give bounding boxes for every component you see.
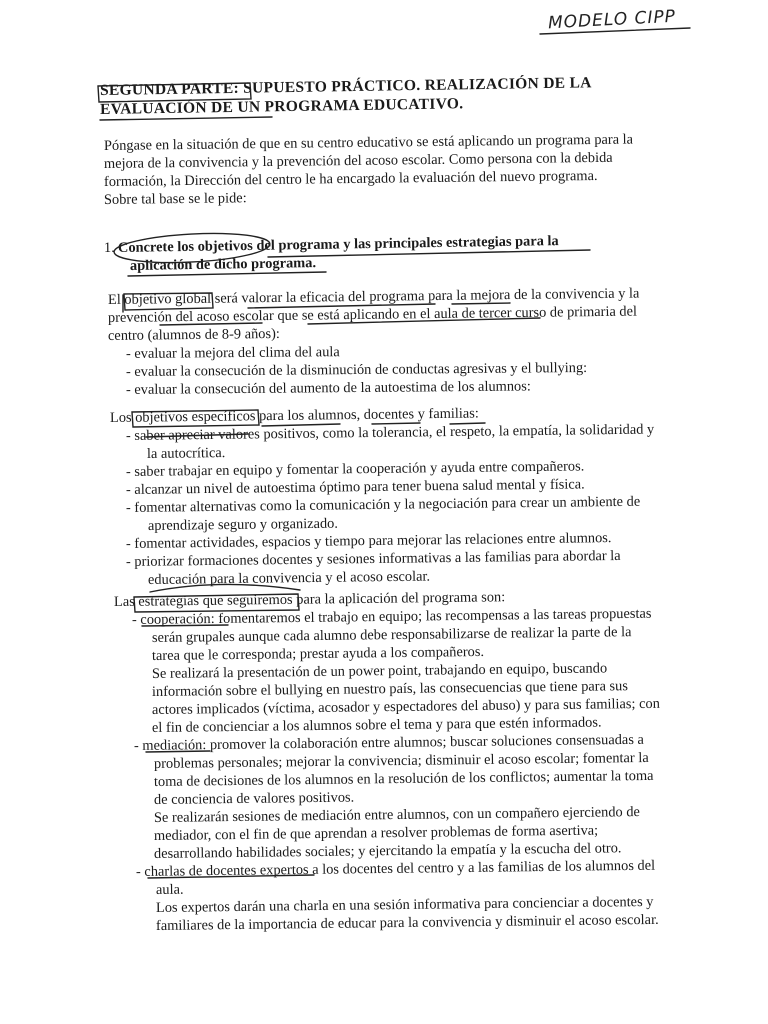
objetivos-especificos-line: la autocrítica.: [146, 445, 226, 462]
estrategias-line: familiares de la importancia de educar para la convivencia y disminuir el acoso escolar.: [155, 911, 659, 934]
intro-line-1: Póngase en la situación de que en su centro educativo se está aplicando un programa para la: [103, 131, 634, 154]
estrategias-line: - mediación: promover la colaboración entre alumnos; buscar soluciones consensuadas a: [133, 731, 644, 754]
objetivos-especificos-line: educación para la convivencia y el acoso escolar.: [147, 568, 431, 588]
intro-line-3: formación, la Dirección del centro le ha encargado la evaluación del nuevo programa.: [103, 167, 598, 190]
estrategias-line: información sobre el bullying en nuestro país, las consecuencias que tiene para sus: [151, 678, 629, 700]
heading-line-1: SEGUNDA PARTE: SUPUESTO PRÁCTICO. REALIZACIÓN DE LA: [99, 74, 592, 99]
objetivo-global-line-3: centro (alumnos de 8-9 años):: [107, 325, 280, 344]
estrategias-line: serán grupales aunque cada alumno debe responsabilizarse de realizar la parte de la: [151, 624, 632, 646]
estrategias-line: el fin de concienciar a los alumnos sobre el tema y para que estén informados.: [151, 714, 602, 736]
estrategias-line: actores implicados (víctima, acosador y espectadores del abuso) y para sus familias; con: [151, 695, 660, 718]
estrategias-line: desarrollando habilidades sociales; y ejercitando la empatía y la escucha del otro.: [153, 840, 622, 862]
objetivo-global-item: - evaluar la consecución de la disminución de conductas agresivas y el bullying:: [125, 359, 588, 380]
objetivos-especificos-line: - fomentar actividades, espacios y tiempo para mejorar las relaciones entre alumnos.: [125, 530, 612, 552]
objetivos-especificos-line: aprendizaje seguro y organizado.: [147, 515, 339, 534]
intro-line-4: Sobre tal base se le pide:: [103, 190, 247, 208]
objetivos-especificos-line: - alcanzar un nivel de autoestima óptimo para tener buena salud mental y física.: [125, 476, 585, 498]
intro-line-2: mejora de la convivencia y la prevención del acoso escolar. Como persona con la debida: [103, 149, 613, 172]
estrategias-line: de conciencia de valores positivos.: [153, 789, 355, 808]
estrategias-line: - cooperación: fomentaremos el trabajo en equipo; las recompensas a las tareas propuestas: [131, 605, 652, 628]
estrategias-line: mediador, con el fin de que aprendan a resolver problemas de forma asertiva;: [153, 822, 599, 844]
objetivo-global-line-2: prevención del acoso escolar que se está aplicando en el aula de tercer curso de primaria del: [107, 303, 638, 326]
estrategias-line: tarea que le corresponda; prestar ayuda a los compañeros.: [151, 643, 485, 664]
objetivo-global-item: - evaluar la mejora del clima del aula: [125, 344, 340, 362]
objetivos-especificos-line: - saber apreciar valores positivos, como la tolerancia, el respeto, la empatía, la solidaridad y: [125, 421, 655, 444]
estrategias-line: Los expertos darán una charla en una sesión informativa para concienciar a docentes y: [155, 893, 654, 916]
estrategias-line: toma de decisiones de los alumnos en la resolución de los conflictos; aumentar la toma: [153, 767, 654, 790]
question-line-2: aplicación de dicho programa.: [129, 255, 317, 274]
estrategias-line: problemas personales; mejorar la convivencia; disminuir el acoso escolar; fomentar la: [153, 749, 649, 772]
estrategias-line: Se realizarán sesiones de mediación entre alumnos, con un compañero ejerciendo de: [153, 804, 640, 826]
estrategias-intro: Las estrategias que seguiremos para la aplicación del programa son:: [113, 589, 506, 610]
objetivo-global-item: - evaluar la consecución del aumento de la autoestima de los alumnos:: [125, 378, 531, 398]
handwritten-note: MODELO CIPP: [547, 6, 677, 34]
objetivos-especificos-line: - fomentar alternativas como la comunicación y la negociación para crear un ambiente de: [125, 493, 641, 516]
objetivos-especificos-intro: Los objetivos específicos para los alumnos, docentes y familias:: [109, 405, 479, 426]
question-line-1: Concrete los objetivos del programa y las principales estrategias para la: [117, 233, 559, 256]
objetivos-especificos-line: - priorizar formaciones docentes y sesiones informativas a las familias para abordar la: [125, 547, 621, 570]
estrategias-line: aula.: [155, 881, 184, 898]
objetivo-global-line-1: El objetivo global será valorar la eficacia del programa para la mejora de la convivencia y la: [107, 285, 640, 308]
estrategias-line: Se realizará la presentación de un power point, trabajando en equipo, buscando: [151, 660, 608, 682]
heading-line-2: EVALUACIÓN DE UN PROGRAMA EDUCATIVO.: [99, 95, 464, 118]
estrategias-line: - charlas de docentes expertos a los docentes del centro y a las familias de los alumnos del: [135, 857, 656, 880]
objetivos-especificos-line: - saber trabajar en equipo y fomentar la cooperación y ayuda entre compañeros.: [125, 458, 585, 480]
question-number: 1.: [103, 239, 115, 256]
